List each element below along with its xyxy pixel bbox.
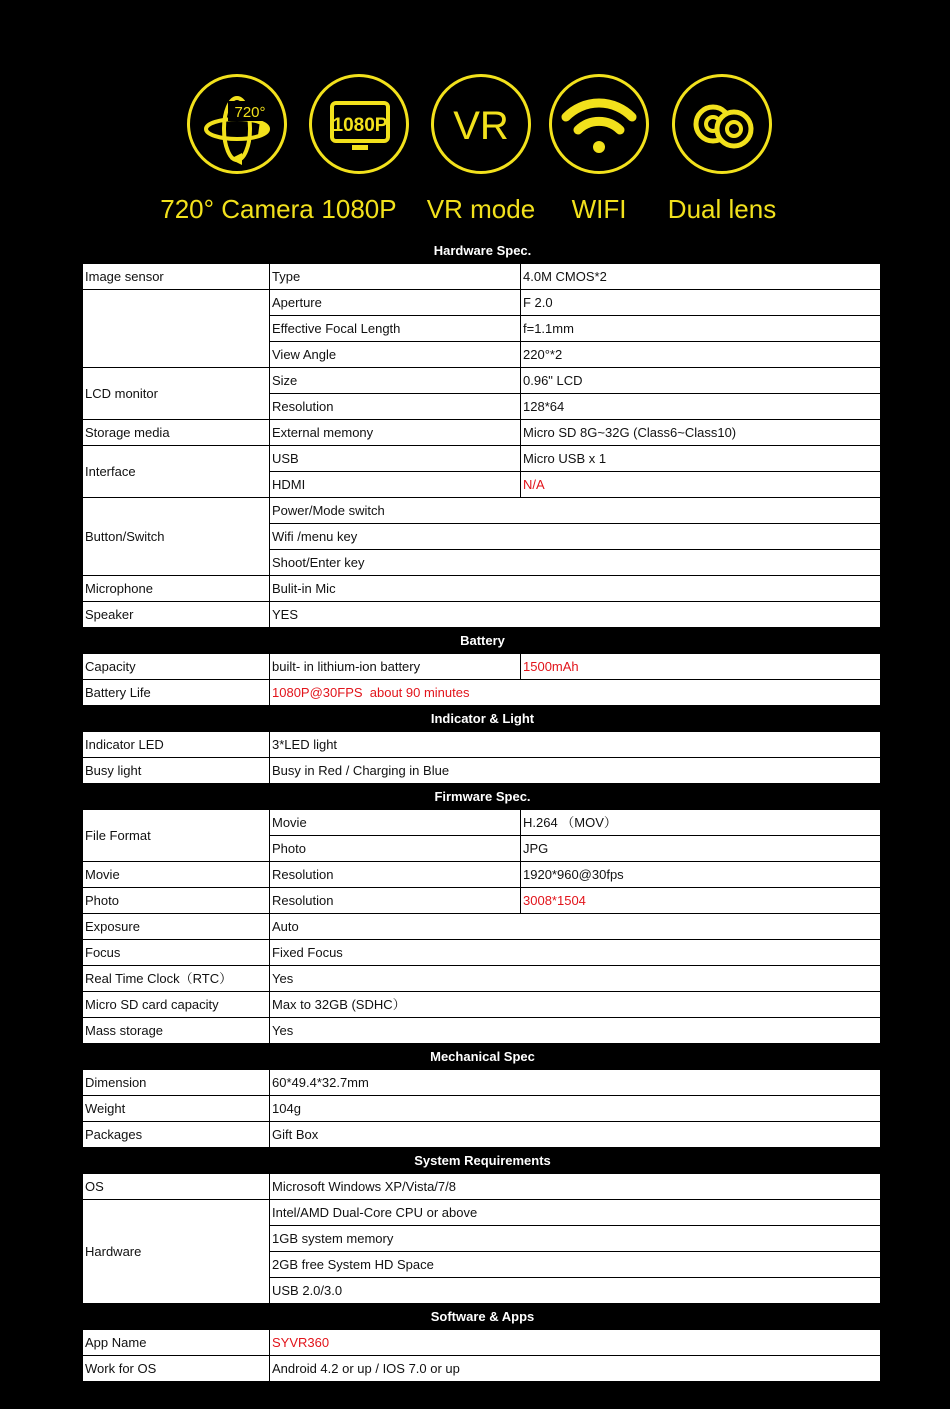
feature-label: WIFI — [571, 194, 627, 224]
monitor-1080p-icon — [309, 74, 409, 174]
section-header — [83, 784, 881, 810]
row-value: Shoot/Enter key — [270, 550, 881, 576]
feature-label: VR mode — [426, 194, 536, 224]
row-value: 128*64 — [521, 394, 881, 420]
row-sublabel: Size — [270, 368, 521, 394]
row-sublabel: Resolution — [270, 888, 521, 914]
row-value: Intel/AMD Dual-Core CPU or above — [270, 1200, 881, 1226]
row-label: Speaker — [83, 602, 270, 628]
row-value: Android 4.2 or up / IOS 7.0 or up — [270, 1356, 881, 1382]
table-row — [83, 1096, 881, 1122]
section-header — [83, 706, 881, 732]
row-value: N/A — [521, 472, 881, 498]
row-label: Movie — [83, 862, 270, 888]
row-sublabel: Type — [270, 264, 521, 290]
row-sublabel: External memony — [270, 420, 521, 446]
table-row — [83, 1200, 881, 1226]
row-value: Yes — [270, 1018, 881, 1044]
row-label: Micro SD card capacity — [83, 992, 270, 1018]
table-row — [83, 992, 881, 1018]
feature-label: 1080P — [321, 194, 397, 224]
row-value: Power/Mode switch — [270, 498, 881, 524]
wifi-icon — [549, 74, 649, 174]
row-label: Image sensor — [83, 264, 270, 290]
row-label: File Format — [83, 810, 270, 862]
feature-badge: 720° — [234, 104, 266, 121]
section-title: System Requirements — [83, 1148, 881, 1174]
table-row — [83, 1122, 881, 1148]
feature-badge: VR — [453, 104, 509, 148]
row-label: Button/Switch — [83, 498, 270, 576]
row-value: 1920*960@30fps — [521, 862, 881, 888]
row-value: 3*LED light — [270, 732, 881, 758]
row-value: 1GB system memory — [270, 1226, 881, 1252]
feature-wifi — [529, 74, 669, 224]
table-row — [83, 810, 881, 836]
row-value: H.264 （MOV） — [521, 810, 881, 836]
row-label: Focus — [83, 940, 270, 966]
row-label: Photo — [83, 888, 270, 914]
row-value: Fixed Focus — [270, 940, 881, 966]
table-row — [83, 368, 881, 394]
row-label: Busy light — [83, 758, 270, 784]
section-title: Firmware Spec. — [83, 784, 881, 810]
section-header — [83, 1148, 881, 1174]
row-label: LCD monitor — [83, 368, 270, 420]
table-row — [83, 1174, 881, 1200]
row-label: Mass storage — [83, 1018, 270, 1044]
row-label: Work for OS — [83, 1356, 270, 1382]
table-row — [83, 862, 881, 888]
row-label — [83, 290, 270, 368]
table-row — [83, 498, 881, 524]
feature-label: Dual lens — [667, 194, 777, 224]
row-label: Microphone — [83, 576, 270, 602]
row-label: Real Time Clock（RTC） — [83, 966, 270, 992]
row-value: Bulit-in Mic — [270, 576, 881, 602]
vr-icon — [431, 74, 531, 174]
row-value: 2GB free System HD Space — [270, 1252, 881, 1278]
table-row — [83, 1018, 881, 1044]
section-header — [83, 1304, 881, 1330]
row-value: Max to 32GB (SDHC） — [270, 992, 881, 1018]
table-row — [83, 1330, 881, 1356]
row-value: 104g — [270, 1096, 881, 1122]
row-sublabel: View Angle — [270, 342, 521, 368]
feature-1080p — [289, 74, 429, 224]
row-label: App Name — [83, 1330, 270, 1356]
table-row — [83, 420, 881, 446]
section-title: Mechanical Spec — [83, 1044, 881, 1070]
table-row — [83, 1356, 881, 1382]
section-title: Indicator & Light — [83, 706, 881, 732]
row-sublabel: Movie — [270, 810, 521, 836]
row-value: YES — [270, 602, 881, 628]
row-label: Battery Life — [83, 680, 270, 706]
row-value: JPG — [521, 836, 881, 862]
table-row — [83, 680, 881, 706]
row-label: Exposure — [83, 914, 270, 940]
row-value: 220°*2 — [521, 342, 881, 368]
row-label: Capacity — [83, 654, 270, 680]
table-row — [83, 1070, 881, 1096]
row-value: 60*49.4*32.7mm — [270, 1070, 881, 1096]
feature-badge: 1080P — [332, 115, 388, 136]
section-title: Battery — [83, 628, 881, 654]
table-row — [83, 290, 881, 316]
section-title: Hardware Spec. — [83, 238, 881, 264]
row-label: Dimension — [83, 1070, 270, 1096]
section-header — [83, 238, 881, 264]
table-row — [83, 732, 881, 758]
table-row — [83, 602, 881, 628]
spec-table — [82, 237, 881, 1382]
row-value: f=1.1mm — [521, 316, 881, 342]
row-sublabel: HDMI — [270, 472, 521, 498]
row-sublabel: Photo — [270, 836, 521, 862]
row-value: 1500mAh — [521, 654, 881, 680]
row-value: F 2.0 — [521, 290, 881, 316]
row-value: 4.0M CMOS*2 — [521, 264, 881, 290]
row-label: Indicator LED — [83, 732, 270, 758]
row-value: Gift Box — [270, 1122, 881, 1148]
row-label: Hardware — [83, 1200, 270, 1304]
row-value: Yes — [270, 966, 881, 992]
table-row — [83, 758, 881, 784]
dual-lens-icon — [672, 74, 772, 174]
feature-720-camera — [160, 74, 314, 224]
row-value: 3008*1504 — [521, 888, 881, 914]
section-header — [83, 1044, 881, 1070]
row-value: SYVR360 — [270, 1330, 881, 1356]
table-row — [83, 966, 881, 992]
table-row — [83, 446, 881, 472]
row-value: Auto — [270, 914, 881, 940]
feature-icons-row — [0, 0, 950, 236]
row-value: Busy in Red / Charging in Blue — [270, 758, 881, 784]
row-value: 1080P@30FPS about 90 minutes — [270, 680, 881, 706]
feature-dual-lens — [652, 74, 792, 224]
feature-label: 720° Camera — [160, 194, 314, 224]
table-row — [83, 264, 881, 290]
row-value: Micro SD 8G~32G (Class6~Class10) — [521, 420, 881, 446]
row-sublabel: built- in lithium-ion battery — [270, 654, 521, 680]
rotate-720-icon — [187, 74, 287, 174]
row-sublabel: Effective Focal Length — [270, 316, 521, 342]
row-label: Interface — [83, 446, 270, 498]
table-row — [83, 654, 881, 680]
row-label: Packages — [83, 1122, 270, 1148]
table-row — [83, 576, 881, 602]
row-label: Storage media — [83, 420, 270, 446]
section-title: Software & Apps — [83, 1304, 881, 1330]
section-header — [83, 628, 881, 654]
row-value: Microsoft Windows XP/Vista/7/8 — [270, 1174, 881, 1200]
row-sublabel: Resolution — [270, 862, 521, 888]
row-sublabel: Aperture — [270, 290, 521, 316]
row-label: Weight — [83, 1096, 270, 1122]
table-row — [83, 940, 881, 966]
row-sublabel: USB — [270, 446, 521, 472]
row-sublabel: Resolution — [270, 394, 521, 420]
row-value: USB 2.0/3.0 — [270, 1278, 881, 1304]
row-value: 0.96" LCD — [521, 368, 881, 394]
row-value: Micro USB x 1 — [521, 446, 881, 472]
row-label: OS — [83, 1174, 270, 1200]
table-row — [83, 914, 881, 940]
row-value: Wifi /menu key — [270, 524, 881, 550]
table-row — [83, 888, 881, 914]
